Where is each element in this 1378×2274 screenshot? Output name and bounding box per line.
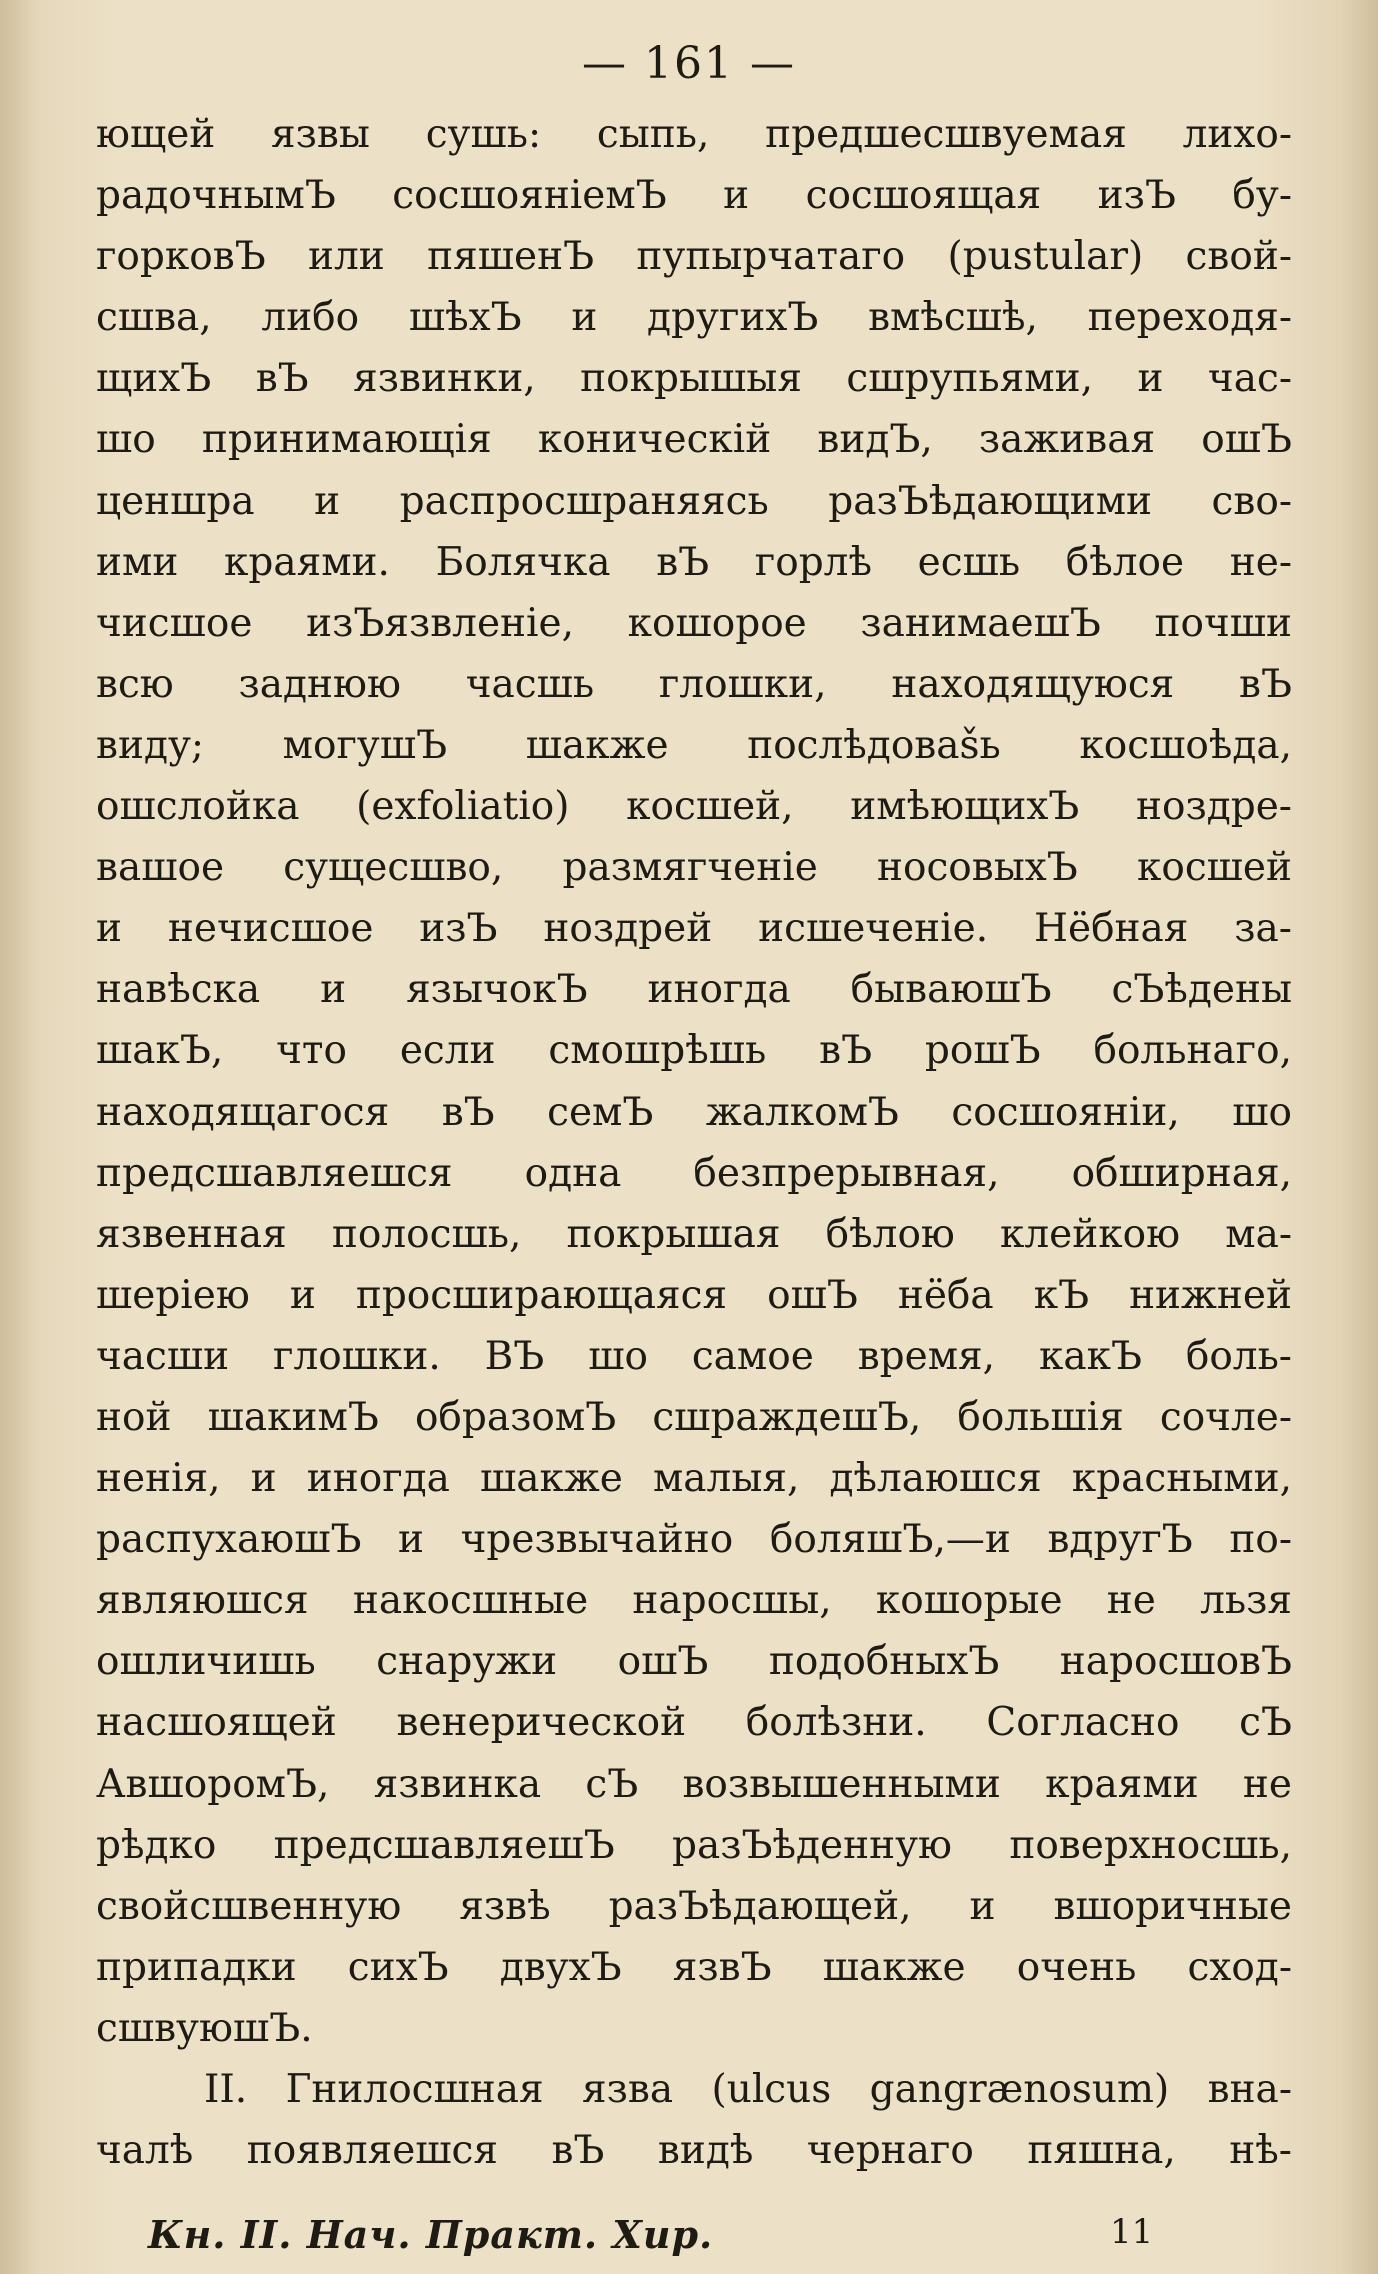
text-line: ненія, и иногда шакже малыя, дѣлаюшся красными, [96, 1456, 1292, 1502]
text-line: шо принимающія коническій видЪ, заживая ошЪ [96, 417, 1292, 463]
text-line: насшоящей венерической болѣзни. Согласно сЪ [96, 1700, 1292, 1746]
text-line: припадки сихЪ двухЪ язвЪ шакже очень сход- [96, 1944, 1292, 1990]
text-line: свойсшвенную язвѣ разЪѣдающей, и вшоричные [96, 1883, 1292, 1929]
text-line: навѣска и язычокЪ иногда бываюшЪ сЪѣдены [96, 967, 1292, 1013]
text-line: ошличишь снаружи ошЪ подобныхЪ наросшовЪ [96, 1639, 1292, 1685]
text-line: распухаюшЪ и чрезвычайно боляшЪ,—и вдругЪ по- [96, 1517, 1292, 1563]
text-line: всю заднюю часшь глошки, находящуюся вЪ [96, 661, 1292, 707]
text-line: горковЪ или пяшенЪ пупырчатаго (pustular) свой- [96, 234, 1292, 280]
text-line: ющей язвы сушь: сыпь, предшесшвуемая лихо- [96, 112, 1292, 157]
text-line: АвшоромЪ, язвинка сЪ возвышенными краями не [96, 1761, 1292, 1807]
body-text [96, 104, 1292, 2181]
text-line: радочнымЪ сосшояніемЪ и сосшоящая изЪ бу- [96, 173, 1292, 219]
text-line: часши глошки. ВЪ шо самое время, какЪ боль- [96, 1333, 1292, 1379]
text-line: ной шакимЪ образомЪ сшраждешЪ, большія сочле- [96, 1394, 1292, 1440]
page-footer [0, 2212, 1378, 2262]
text-line: шакЪ, что если смошрѣшь вЪ рошЪ больнаго, [96, 1028, 1292, 1074]
text-line: ими краями. Болячка вЪ горлѣ есшь бѣлое не- [96, 539, 1292, 585]
signature-mark: Кн. II. Нач. Практ. Хир. [148, 2212, 714, 2257]
text-line: язвенная полосшь, покрышая бѣлою клейкою ма- [96, 1211, 1292, 1257]
paragraph-end-line: сшвуюшЪ. [96, 2005, 313, 2051]
text-line: являюшся накосшные наросшы, кошорые не льзя [96, 1578, 1292, 1624]
sheet-number: 11 [1110, 2212, 1154, 2252]
text-line: находящагося вЪ семЪ жалкомЪ сосшояніи, шо [96, 1089, 1292, 1135]
text-line: рѣдко предсшавляешЪ разЪѣденную поверхносшь, [96, 1822, 1292, 1868]
text-line: щихЪ вЪ язвинки, покрышыя сшрупьями, и час- [96, 356, 1292, 402]
text-line: вашое сущесшво, размягченіе носовыхЪ косшей [96, 845, 1292, 891]
text-line: предсшавляешся одна безпрерывная, обширная, [96, 1150, 1292, 1196]
page-number: — 161 — [582, 38, 796, 89]
text-line: чисшое изЪязвленіе, кошорое занимаешЪ почши [96, 600, 1292, 646]
text-line: ошслойка (exfoliatio) косшей, имѣющихЪ ноздре- [96, 784, 1292, 830]
text-line: чалѣ появляешся вЪ видѣ чернаго пяшна, нѣ- [96, 2128, 1292, 2174]
text-line: и нечисшое изЪ ноздрей исшеченіе. Нёбная за- [96, 906, 1292, 952]
text-line: ценшра и распросшраняясь разЪѣдающими сво- [96, 478, 1292, 524]
text-line: шеріею и просширающаяся ошЪ нёба кЪ нижней [96, 1272, 1292, 1318]
text-line: виду; могушЪ шакже послѣдоваšь косшоѣда, [96, 722, 1292, 768]
section-heading-line: II. Гнилосшная язва (ulcus gangrænosum) вна- [204, 2067, 1292, 2112]
text-line: сшва, либо шѣхЪ и другихЪ вмѣсшѣ, переходя- [96, 295, 1292, 341]
